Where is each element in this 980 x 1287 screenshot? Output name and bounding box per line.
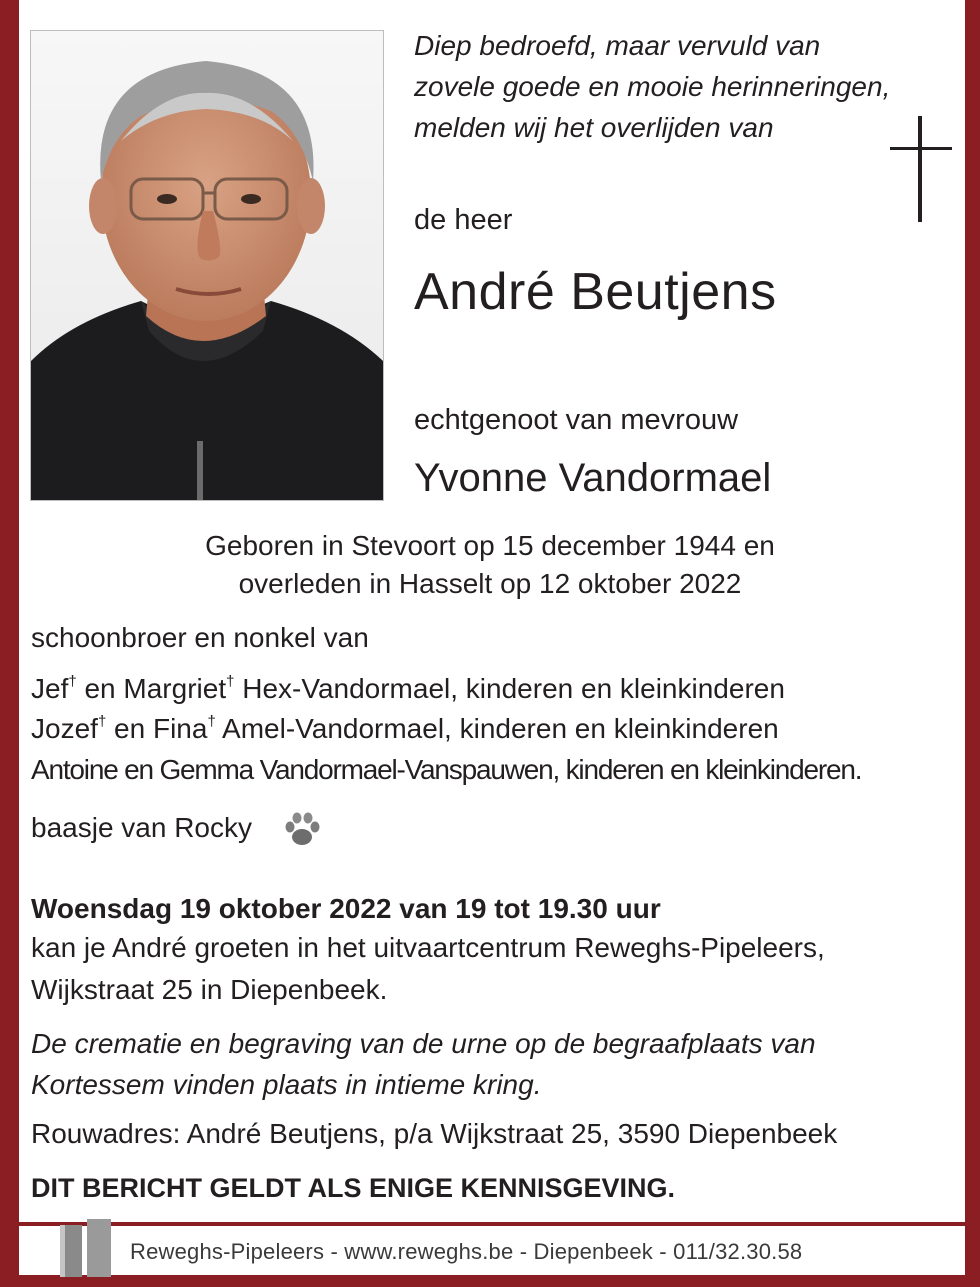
- title-label: de heer: [414, 204, 513, 236]
- cross-icon: [890, 116, 952, 222]
- visitation-line: kan je André groeten in het uitvaartcentrum Reweghs-Pipeleers,: [31, 932, 825, 963]
- visitation-line: Wijkstraat 25 in Diepenbeek.: [31, 974, 388, 1005]
- intro-text: [414, 25, 890, 148]
- pet-line: baasje van Rocky: [31, 812, 253, 843]
- footer-divider: [19, 1222, 965, 1226]
- frame-bottom-border: [0, 1275, 980, 1287]
- cremation-line: De crematie en begraving van de urne op de begraafplaats van: [31, 1028, 816, 1059]
- intro-line: melden wij het overlijden van: [414, 112, 774, 143]
- spouse-name: Yvonne Vandormael: [414, 456, 772, 500]
- family-line: Jef† en Margriet† Hex-Vandormael, kinderen en kleinkinderen: [31, 673, 785, 704]
- deceased-name: André Beutjens: [414, 263, 777, 321]
- frame-right-border: [965, 0, 980, 1287]
- deceased-cross-mark: †: [68, 673, 77, 690]
- family-line: Antoine en Gemma Vandormael-Vanspauwen, kinderen en kleinkinderen.: [31, 754, 862, 785]
- birth-line: Geboren in Stevoort op 15 december 1944 en: [205, 530, 775, 561]
- visitation-date: Woensdag 19 oktober 2022 van 19 tot 19.30 uur: [31, 893, 661, 924]
- intro-line: zovele goede en mooie herinneringen,: [414, 71, 891, 102]
- frame-left-border: [0, 0, 19, 1287]
- paw-icon: [282, 810, 322, 848]
- deceased-cross-mark: †: [207, 713, 216, 730]
- portrait-illustration: [31, 31, 383, 500]
- footer-contact: Reweghs-Pipeleers - www.reweghs.be - Diepenbeek - 011/32.30.58: [130, 1239, 803, 1264]
- relation-label: schoonbroer en nonkel van: [31, 622, 369, 653]
- notice-text: DIT BERICHT GELDT ALS ENIGE KENNISGEVING.: [31, 1173, 676, 1203]
- intro-line: Diep bedroefd, maar vervuld van: [414, 30, 821, 61]
- deceased-cross-mark: †: [226, 673, 235, 690]
- mourning-address: Rouwadres: André Beutjens, p/a Wijkstraat 25, 3590 Diepenbeek: [31, 1118, 838, 1149]
- spouse-label: echtgenoot van mevrouw: [414, 404, 739, 436]
- cremation-line: Kortessem vinden plaats in intieme kring.: [31, 1069, 542, 1100]
- portrait-photo: [30, 30, 384, 501]
- family-line: Jozef† en Fina† Amel-Vandormael, kinderen en kleinkinderen: [31, 713, 779, 744]
- death-line: overleden in Hasselt op 12 oktober 2022: [238, 568, 742, 599]
- deceased-cross-mark: †: [97, 713, 107, 730]
- funeral-home-logo-icon: [60, 1215, 115, 1277]
